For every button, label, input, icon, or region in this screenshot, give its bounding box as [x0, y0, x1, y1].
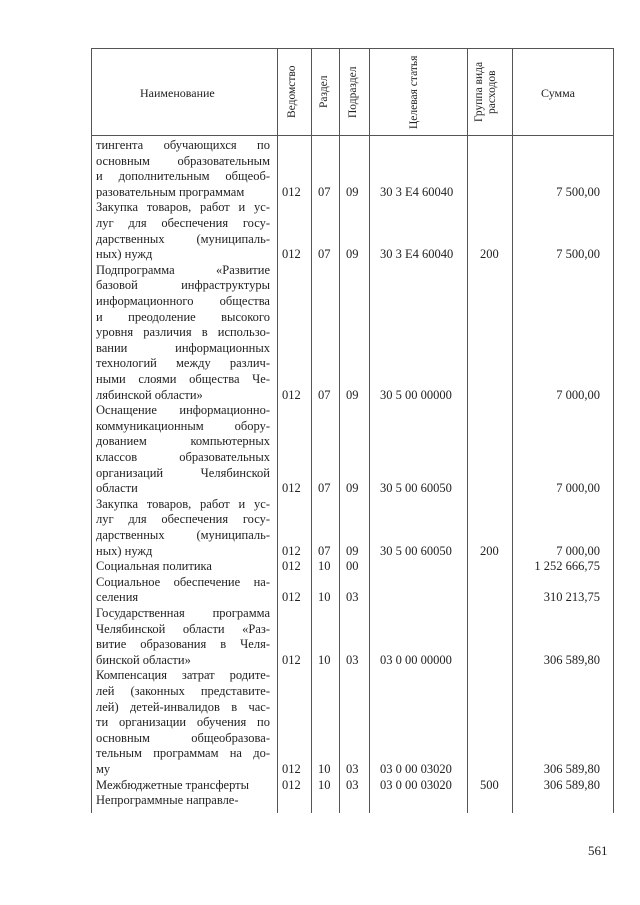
row-name	[96, 497, 270, 559]
row-name-line: лей) детей-инвалидов в час-	[96, 699, 270, 714]
cell-celevaya: 03 0 00 03020	[380, 777, 452, 792]
row-name-line: Челябинской области «Раз-	[96, 621, 270, 636]
row-name	[96, 200, 270, 262]
row-name-line: ных) нужд	[96, 247, 153, 262]
cell-gruppa: 500	[480, 777, 499, 792]
cell-razdel: 10	[318, 652, 331, 667]
cell-razdel: 10	[318, 559, 331, 574]
cell-podrazdel: 03	[346, 652, 359, 667]
cell-vedomstvo: 012	[282, 184, 301, 199]
row-name-line: луг для обеспечения госу-	[96, 215, 270, 230]
row-name	[96, 138, 270, 200]
row-name	[96, 778, 270, 794]
header-vedomstvo: Ведомство	[286, 65, 298, 119]
cell-celevaya: 30 5 00 00000	[380, 387, 452, 402]
row-name-line: разовательным программам	[96, 184, 245, 199]
header-podrazdel: Подраздел	[347, 66, 359, 118]
row-name-line: и преодоление высокого	[96, 309, 270, 324]
row-name-line: базовой инфраструктуры	[96, 278, 270, 293]
col-divider-name	[277, 48, 278, 813]
row-name	[96, 403, 270, 497]
header-razdel: Раздел	[318, 75, 330, 109]
row-name-line: витие образования в Челя-	[96, 637, 270, 652]
row-name-line: ными слоями общества Че-	[96, 371, 270, 386]
cell-summa: 306 589,80	[543, 762, 600, 776]
row-name-line: ти организации обучения по	[96, 715, 270, 730]
cell-razdel: 07	[318, 481, 331, 496]
cell-podrazdel: 03	[346, 777, 359, 792]
row-name	[96, 668, 270, 777]
col-divider-podrazdel	[369, 48, 370, 813]
row-name-line: дованием компьютерных	[96, 434, 270, 449]
row-name-line: Закупка товаров, работ и ус-	[96, 496, 270, 511]
row-name	[96, 559, 270, 575]
cell-celevaya: 03 0 00 03020	[380, 762, 452, 776]
row-name-line: тингента обучающихся по	[96, 138, 270, 152]
page-number: 561	[588, 843, 608, 858]
cell-summa: 7 500,00	[556, 247, 600, 262]
cell-gruppa: 200	[480, 543, 499, 558]
row-name	[96, 793, 270, 809]
row-name-line: технологий между различ-	[96, 356, 270, 371]
cell-podrazdel: 03	[346, 590, 359, 605]
col-divider-ved	[311, 48, 312, 813]
table-right-border	[613, 48, 614, 813]
table-left-border	[91, 48, 92, 813]
row-name-line: лябинской области»	[96, 387, 203, 402]
row-name	[96, 606, 270, 668]
row-name-line: луг для обеспечения госу-	[96, 512, 270, 527]
cell-podrazdel: 09	[346, 481, 359, 496]
cell-podrazdel: 00	[346, 559, 359, 574]
row-name-line: коммуникационным обору-	[96, 418, 270, 433]
cell-celevaya: 30 5 00 60050	[380, 543, 452, 558]
cell-celevaya: 30 3 Е4 60040	[380, 184, 454, 199]
cell-celevaya: 30 3 Е4 60040	[380, 247, 454, 262]
row-name-line: Межбюджетные трансферты	[96, 777, 250, 792]
cell-summa: 1 252 666,75	[534, 559, 600, 574]
cell-summa: 306 589,80	[543, 777, 600, 792]
row-name-line: Социальное обеспечение на-	[96, 574, 270, 589]
header-summa: Сумма	[541, 86, 575, 100]
cell-vedomstvo: 012	[282, 559, 301, 574]
row-name-line: Социальная политика	[96, 559, 212, 574]
row-name-line: тельным программам на до-	[96, 746, 270, 761]
row-name-line: дарственных (муниципаль-	[96, 231, 270, 246]
header-gruppa: Группа вида расходов	[473, 61, 499, 123]
cell-razdel: 07	[318, 184, 331, 199]
cell-podrazdel: 09	[346, 543, 359, 558]
row-name-line: информационного общества	[96, 293, 270, 308]
row-name-line: вании информационных	[96, 340, 270, 355]
col-divider-gruppa	[512, 48, 513, 813]
cell-celevaya: 03 0 00 00000	[380, 652, 452, 667]
cell-podrazdel: 09	[346, 184, 359, 199]
row-name-line: селения	[96, 590, 139, 605]
cell-razdel: 07	[318, 387, 331, 402]
cell-razdel: 10	[318, 590, 331, 605]
cell-vedomstvo: 012	[282, 387, 301, 402]
cell-podrazdel: 09	[346, 387, 359, 402]
cell-podrazdel: 03	[346, 762, 359, 776]
cell-summa: 7 500,00	[556, 184, 600, 199]
cell-vedomstvo: 012	[282, 777, 301, 792]
cell-vedomstvo: 012	[282, 481, 301, 496]
cell-summa: 310 213,75	[543, 590, 600, 605]
row-name-line: ных) нужд	[96, 543, 153, 558]
row-name-line: основным образовательным	[96, 153, 270, 168]
col-divider-celevaya	[467, 48, 468, 813]
cell-razdel: 10	[318, 762, 331, 776]
cell-summa: 7 000,00	[556, 481, 600, 496]
cell-celevaya: 30 5 00 60050	[380, 481, 452, 496]
cell-summa: 7 000,00	[556, 543, 600, 558]
row-name-line: му	[96, 761, 111, 776]
row-name-line: дарственных (муниципаль-	[96, 527, 270, 542]
cell-razdel: 10	[318, 777, 331, 792]
row-name-line: Закупка товаров, работ и ус-	[96, 200, 270, 215]
cell-razdel: 07	[318, 543, 331, 558]
header-name: Наименование	[140, 86, 215, 100]
cell-vedomstvo: 012	[282, 543, 301, 558]
cell-vedomstvo: 012	[282, 590, 301, 605]
cell-podrazdel: 09	[346, 247, 359, 262]
cell-razdel: 07	[318, 247, 331, 262]
cell-summa: 306 589,80	[543, 652, 600, 667]
row-name-line: Оснащение информационно-	[96, 403, 270, 418]
row-name-line: уровня различия в использо-	[96, 325, 270, 340]
cell-gruppa: 200	[480, 247, 499, 262]
row-name-line: основным общеобразова-	[96, 730, 270, 745]
row-name-line: Государственная программа	[96, 606, 270, 620]
row-name-line: классов образовательных	[96, 449, 270, 464]
row-name	[96, 575, 270, 606]
row-name-line: Подпрограмма «Развитие	[96, 262, 270, 277]
cell-vedomstvo: 012	[282, 652, 301, 667]
row-name-line: Непрограммные направле-	[96, 793, 239, 808]
header-celevaya: Целевая статья	[408, 55, 420, 129]
cell-vedomstvo: 012	[282, 247, 301, 262]
row-name-line: и дополнительным общеоб-	[96, 169, 270, 184]
row-name-line: области	[96, 481, 138, 496]
row-name	[96, 263, 270, 403]
row-name-line: организаций Челябинской	[96, 465, 270, 480]
header-bottom-border	[91, 135, 613, 136]
col-divider-razdel	[339, 48, 340, 813]
row-name-line: лей (законных представите-	[96, 683, 270, 698]
table-top-border	[91, 48, 613, 49]
cell-vedomstvo: 012	[282, 762, 301, 776]
cell-summa: 7 000,00	[556, 387, 600, 402]
row-name-line: Компенсация затрат родите-	[96, 668, 270, 683]
row-name-line: бинской области»	[96, 652, 191, 667]
